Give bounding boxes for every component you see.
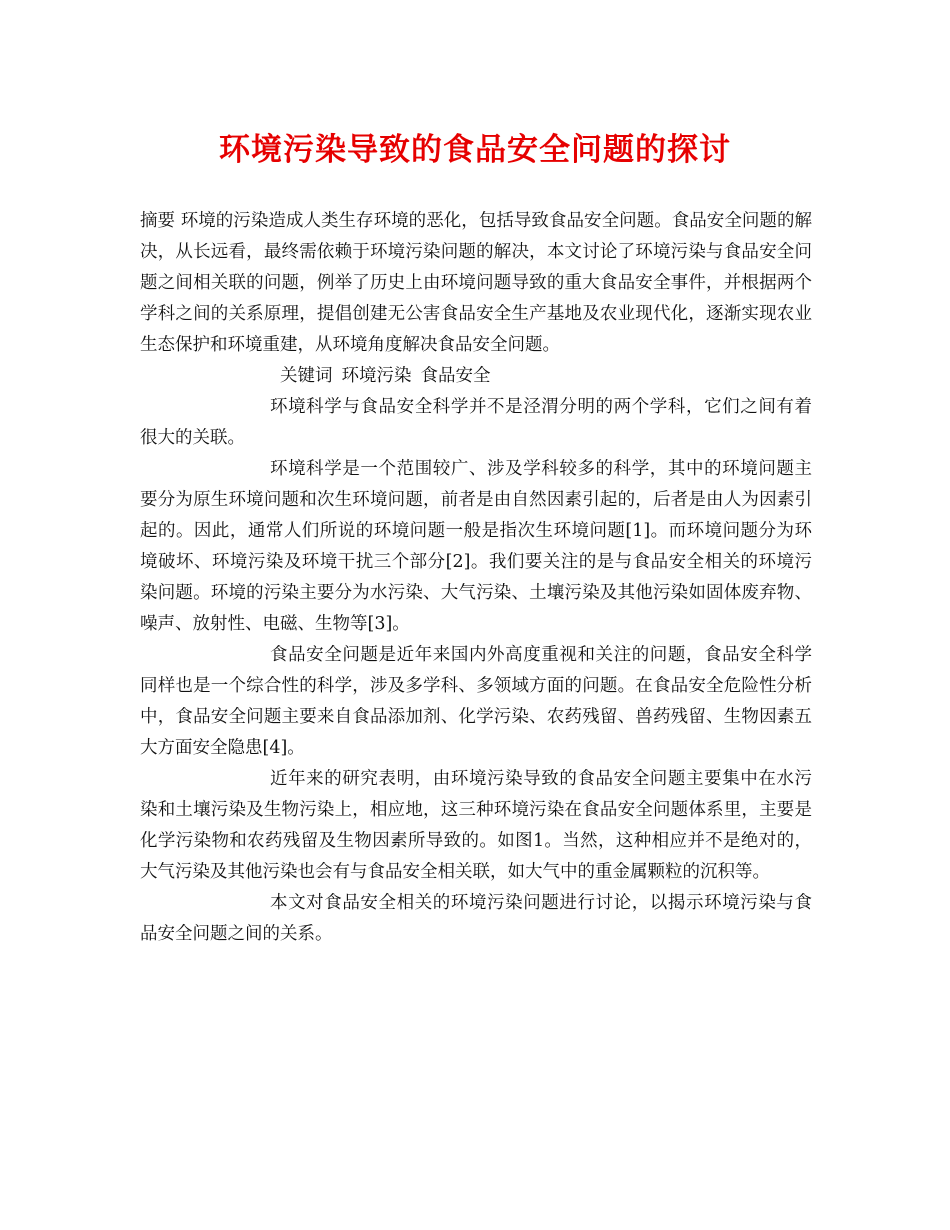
body-paragraph: 本文对食品安全相关的环境污染问题进行讨论，以揭示环境污染与食品安全问题之间的关系。 (140, 893, 812, 944)
keyword-item: 环境污染 (341, 366, 412, 386)
body-paragraph: 食品安全问题是近年来国内外高度重视和关注的问题，食品安全科学同样也是一个综合性的科学，涉及多学科、多领域方面的问题。在食品安全危险性分析中，食品安全问题主要来自食品添加剂、化学污染、农药残留、兽药残留、生物因素五大方面安全隐患[4]。 (140, 645, 812, 758)
keywords-line (140, 361, 812, 392)
body-paragraph: 环境科学与食品安全科学并不是泾渭分明的两个学科，它们之间有着很大的关联。 (140, 397, 812, 448)
document-title: 环境污染导致的食品安全问题的探讨 (219, 132, 731, 168)
document-body (140, 206, 812, 950)
abstract-paragraph (140, 206, 812, 361)
abstract-text: 环境的污染造成人类生存环境的恶化，包括导致食品安全问题。食品安全问题的解决，从长远看，最终需依赖于环境污染问题的解决，本文讨论了环境污染与食品安全问题之间相关联的问题，例举了历史上由环境问题导致的重大食品安全事件，并根据两个学科之间的关系原理，提倡创建无公害食品安全生产基地及农业现代化，逐渐实现农业生态保护和环境重建，从环境角度解决食品安全问题。 (140, 211, 812, 355)
body-paragraph: 环境科学是一个范围较广、涉及学科较多的科学，其中的环境问题主要分为原生环境问题和次生环境问题，前者是由自然因素引起的，后者是由人为因素引起的。因此，通常人们所说的环境问题一般是指次生环境问题[1]。而环境问题分为环境破坏、环境污染及环境干扰三个部分[2]。我们要关注的是与食品安全相关的环境污染问题。环境的污染主要分为水污染、大气污染、土壤污染及其他污染如固体废弃物、噪声、放射性、电磁、生物等[3]。 (140, 459, 812, 634)
keyword-item: 食品安全 (420, 366, 491, 386)
keywords-label: 关键词 (280, 366, 333, 386)
abstract-label: 摘要 (140, 211, 176, 231)
body-paragraph: 近年来的研究表明，由环境污染导致的食品安全问题主要集中在水污染和土壤污染及生物污染上，相应地，这三种环境污染在食品安全问题体系里，主要是化学污染物和农药残留及生物因素所导致的。如图1。当然，这种相应并不是绝对的，大气污染及其他污染也会有与食品安全相关联，如大气中的重金属颗粒的沉积等。 (140, 769, 812, 882)
